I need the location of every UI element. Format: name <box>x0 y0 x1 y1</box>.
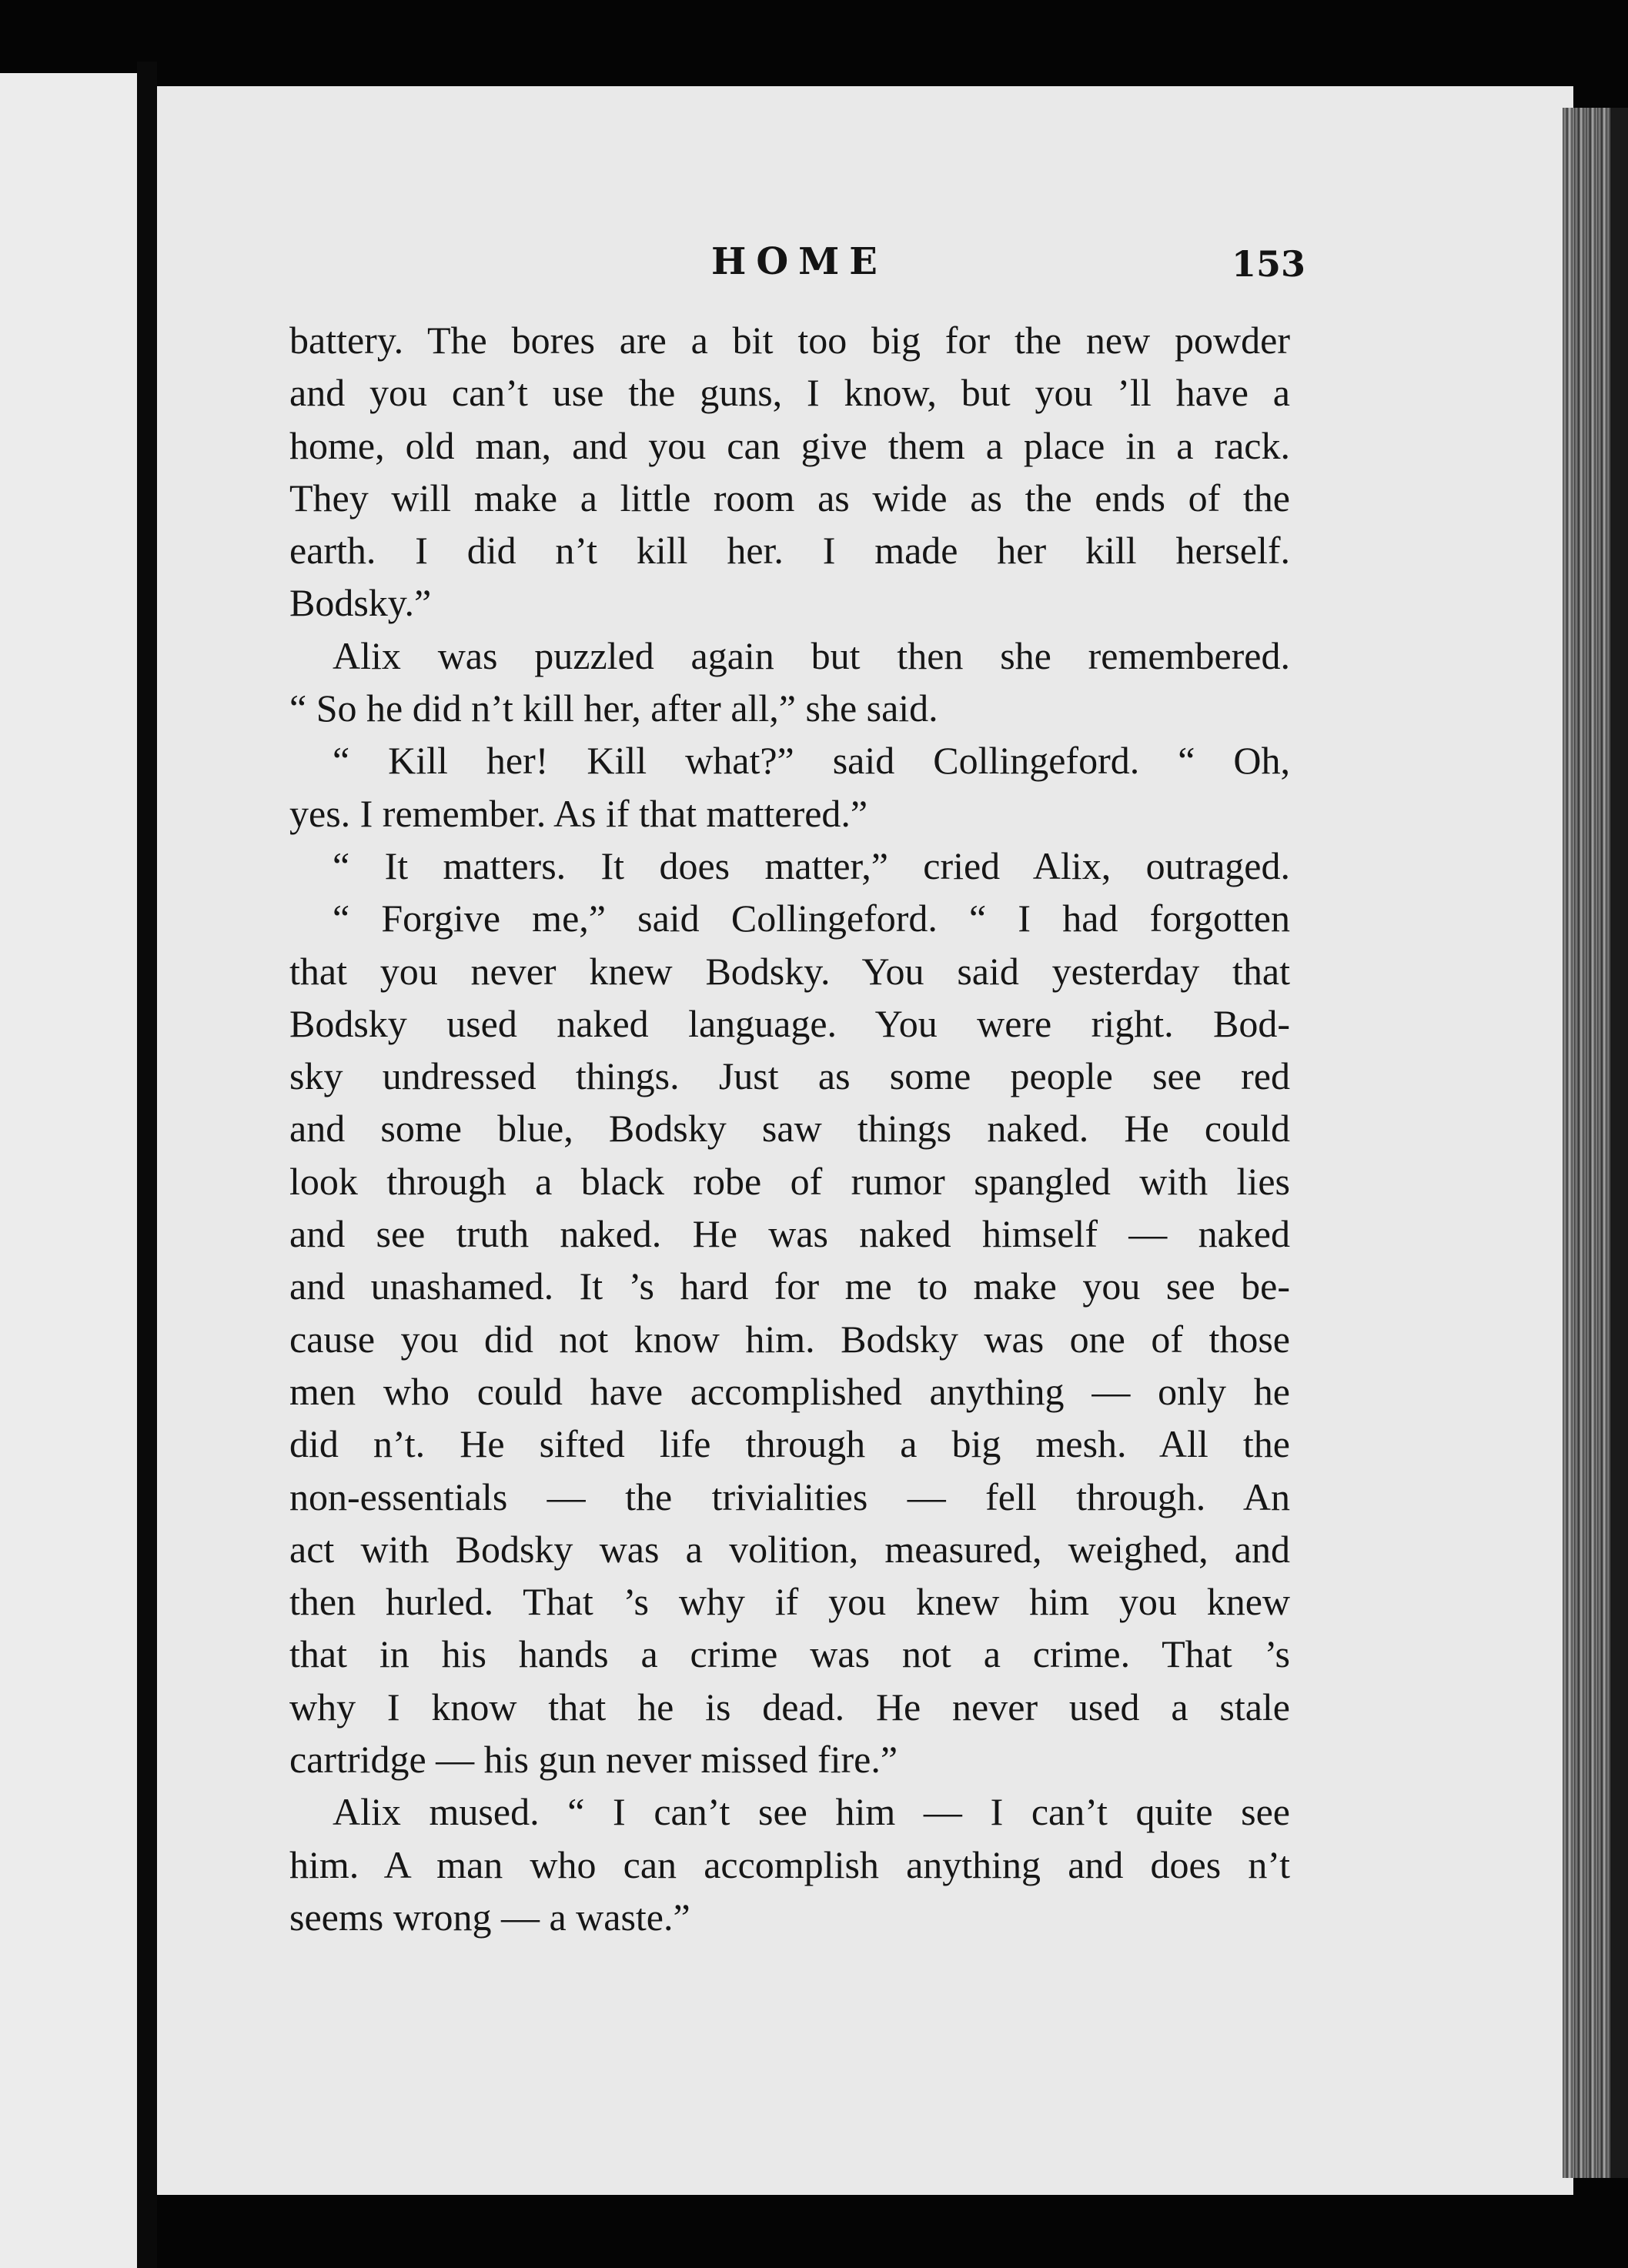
text-line: look through a black robe of rumor spangled with lies <box>289 1159 1290 1203</box>
text-line: seems wrong — a waste.” <box>289 1895 690 1939</box>
text-line: battery. The bores are a bit too big for the new powder <box>289 319 1290 362</box>
text-line: and unashamed. It ’s hard for me to make you see be- <box>289 1264 1290 1308</box>
text-line: and see truth naked. He was naked himself — naked <box>289 1212 1290 1256</box>
text-line: him. A man who can accomplish anything and does n’t <box>289 1842 1290 1886</box>
body-text <box>289 314 1290 1943</box>
text-line: act with Bodsky was a volition, measured, weighed, and <box>289 1527 1290 1571</box>
text-line: cartridge — his gun never missed fire.” <box>289 1738 898 1782</box>
text-line: “ Kill her! Kill what?” said Collingeford. “ Oh, <box>333 739 1290 783</box>
text-line: men who could have accomplished anything — only he <box>289 1369 1290 1413</box>
text-line: sky undressed things. Just as some people see red <box>289 1054 1290 1098</box>
text-line: Bodsky used naked language. You were right. Bod- <box>289 1001 1290 1045</box>
text-line: that in his hands a crime was not a crime. That ’s <box>289 1632 1290 1676</box>
text-line: yes. I remember. As if that mattered.” <box>289 791 868 835</box>
book-gutter <box>137 62 157 2268</box>
text-line: Alix mused. “ I can’t see him — I can’t quite see <box>333 1790 1290 1834</box>
previous-page-edge <box>0 73 137 2268</box>
text-line: “ It matters. It does matter,” cried Alix, outraged. <box>333 843 1290 887</box>
text-line: “ Forgive me,” said Collingeford. “ I had forgotten <box>333 897 1290 940</box>
text-line: earth. I did n’t kill her. I made her kill herself. <box>289 529 1290 573</box>
text-line: why I know that he is dead. He never used a stale <box>289 1685 1290 1729</box>
chapter-title: HOME <box>711 240 888 283</box>
page-number: 153 <box>1232 243 1306 285</box>
text-line: Alix was puzzled again but then she remembered. <box>333 633 1290 677</box>
text-line: Bodsky.” <box>289 581 432 625</box>
page-stack-shadow <box>1610 108 1628 2178</box>
running-head <box>157 240 1573 302</box>
text-line: non-essentials — the trivialities — fell through. An <box>289 1475 1290 1518</box>
text-line: cause you did not know him. Bodsky was one of those <box>289 1317 1290 1361</box>
text-line: did n’t. He sifted life through a big mesh. All the <box>289 1422 1290 1466</box>
text-line: “ So he did n’t kill her, after all,” she said. <box>289 686 938 730</box>
page-stack-edge <box>1563 108 1610 2178</box>
text-line: that you never knew Bodsky. You said yesterday that <box>289 949 1290 993</box>
text-line: home, old man, and you can give them a place in a rack. <box>289 423 1290 467</box>
text-line: They will make a little room as wide as the ends of the <box>289 476 1290 519</box>
text-line: and you can’t use the guns, I know, but you ’ll have a <box>289 371 1290 415</box>
text-line: then hurled. That ’s why if you knew him you knew <box>289 1580 1290 1624</box>
text-line: and some blue, Bodsky saw things naked. He could <box>289 1107 1290 1151</box>
